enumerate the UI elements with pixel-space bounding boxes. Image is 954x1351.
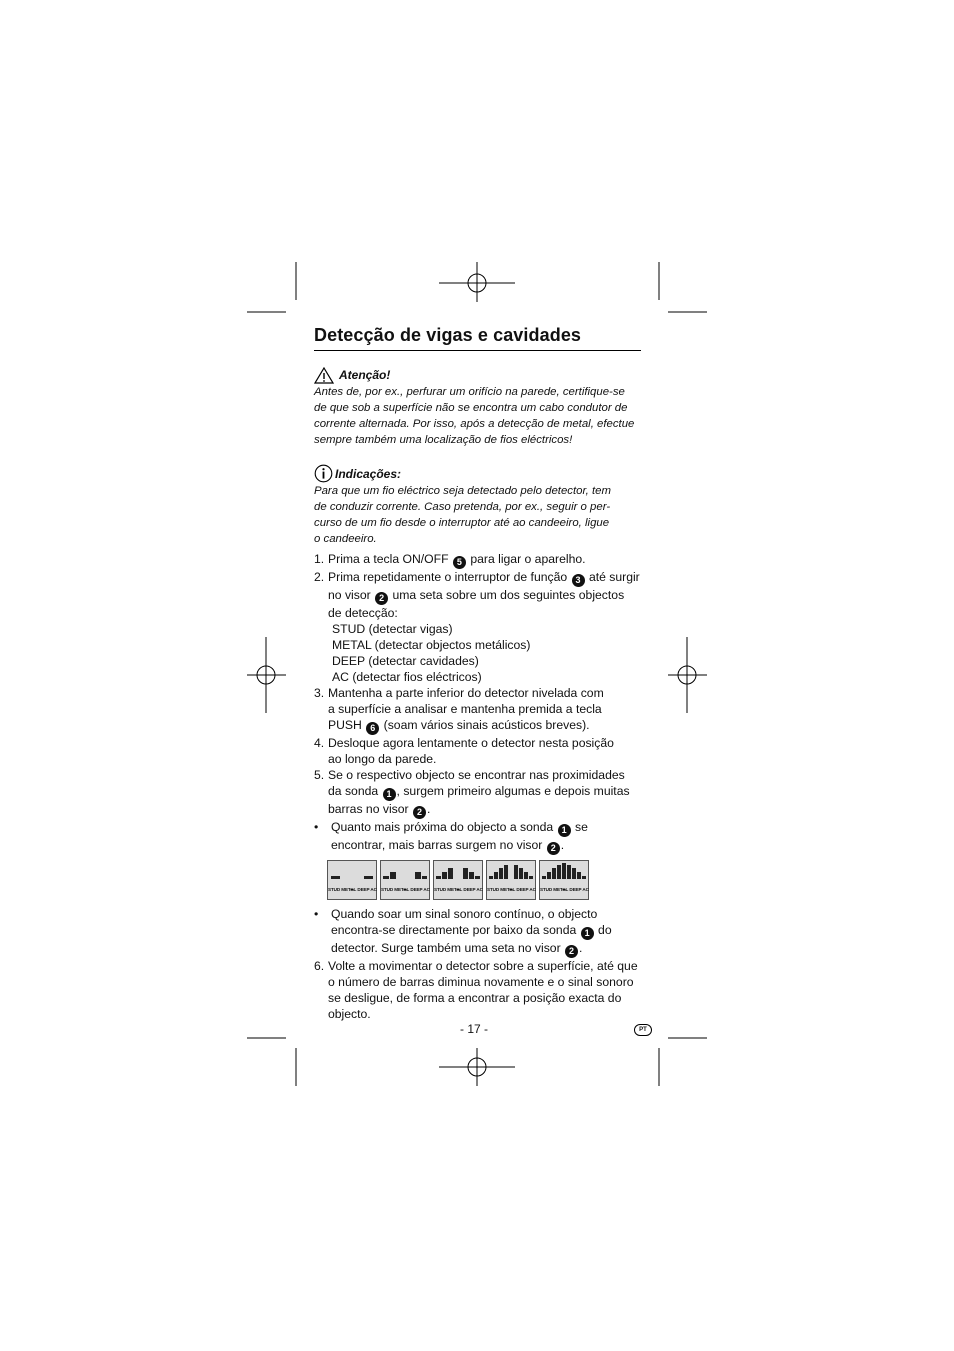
step-text: ao longo da parede. xyxy=(328,752,437,766)
display-panel-4 xyxy=(486,860,536,900)
warning-line: sempre também uma localização de fios eléctricos! xyxy=(314,434,573,446)
display-mode-label: STUD METAL DEEP AC xyxy=(540,887,589,892)
step-text: Volte a movimentar o detector sobre a superfície, até que xyxy=(328,959,638,973)
mode-list xyxy=(328,621,641,685)
step-text: o número de barras diminua novamente e o sinal sonoro xyxy=(328,975,634,989)
step-text: barras no visor xyxy=(328,802,409,816)
warning-heading xyxy=(314,366,641,384)
mode-item: STUD (detectar vigas) xyxy=(332,622,453,636)
page-title: Detecção de vigas e cavidades xyxy=(314,324,641,351)
step-text: detector. Surge também uma seta no visor xyxy=(331,941,561,955)
step-text: Prima a tecla ON/OFF xyxy=(328,552,449,566)
step-1 xyxy=(314,551,641,569)
display-panel-1 xyxy=(327,860,377,900)
ref-number: 1 xyxy=(383,788,396,801)
ref-number: 1 xyxy=(558,824,571,837)
step-text: , surgem primeiro algumas e depois muitas xyxy=(396,784,630,798)
page-content xyxy=(314,324,641,1022)
display-mode-label: STUD METAL DEEP AC xyxy=(434,887,483,892)
warning-line: Antes de, por ex., perfurar um orifício na parede, certifique-se xyxy=(314,386,625,398)
bullet-mark: • xyxy=(314,907,319,921)
bullet-mark: • xyxy=(314,820,319,834)
instruction-steps xyxy=(314,551,641,1022)
warning-line: corrente alternada. Por isso, após a detecção de metal, efectue xyxy=(314,418,635,430)
notes-label: Indicações: xyxy=(335,466,402,481)
step-text: PUSH xyxy=(328,718,362,732)
ref-number: 2 xyxy=(565,945,578,958)
step-text: Mantenha a parte inferior do detector nivelada com xyxy=(328,686,604,700)
step-text: . xyxy=(579,941,583,955)
step-number: 5. xyxy=(314,768,325,782)
step-text: do xyxy=(598,923,612,937)
step-text: uma seta sobre um dos seguintes objectos xyxy=(392,588,625,602)
notes-line: de conduzir corrente. Caso pretenda, por ex., seguir o per- xyxy=(314,501,611,513)
step-6 xyxy=(314,958,641,1022)
ref-number: 3 xyxy=(572,574,585,587)
step-text: até surgir xyxy=(588,570,640,584)
step-number: 3. xyxy=(314,686,325,700)
step-text: Desloque agora lentamente o detector nesta posição xyxy=(328,736,614,750)
warning-label: Atenção! xyxy=(339,368,391,382)
step-text: . xyxy=(427,802,431,816)
display-panel-3 xyxy=(433,860,483,900)
notes-line: Para que um fio eléctrico seja detectado pelo detector, tem xyxy=(314,485,611,497)
notes-heading xyxy=(314,464,641,483)
mode-item: AC (detectar fios eléctricos) xyxy=(332,670,482,684)
warning-triangle-icon xyxy=(314,367,334,384)
page-number: - 17 - xyxy=(460,1022,489,1036)
ref-number: 2 xyxy=(547,842,560,855)
step-text: . xyxy=(560,838,565,852)
display-panel-2 xyxy=(380,860,430,900)
bullet-2 xyxy=(314,906,641,958)
step-text: (soam vários sinais acústicos breves). xyxy=(383,718,590,732)
warning-text xyxy=(314,384,641,448)
step-text: encontrar, mais barras surgem no visor xyxy=(331,838,543,852)
step-number: 1. xyxy=(314,552,325,566)
step-text: Prima repetidamente o interruptor de função xyxy=(328,570,568,584)
ref-number: 2 xyxy=(413,806,426,819)
display-mode-label: STUD METAL DEEP AC xyxy=(328,887,377,892)
step-number: 4. xyxy=(314,736,325,750)
step-text: Se o respectivo objecto se encontrar nas proximidades xyxy=(328,768,625,782)
step-text: se desligue, de forma a encontrar a posição exacta do xyxy=(328,991,622,1005)
mode-item: METAL (detectar objectos metálicos) xyxy=(332,638,531,652)
step-number: 2. xyxy=(314,570,325,584)
language-badge: PT xyxy=(634,1024,652,1036)
step-text: no visor xyxy=(328,588,371,602)
step-text: para ligar o aparelho. xyxy=(470,552,586,566)
warning-line: de que sob a superfície não se encontra um cabo condutor de xyxy=(314,402,628,414)
step-text: Quanto mais próxima do objecto a sonda xyxy=(331,820,554,834)
ref-number: 2 xyxy=(375,592,388,605)
step-number: 6. xyxy=(314,959,325,973)
step-text: a superfície a analisar e mantenha premida a tecla xyxy=(328,702,602,716)
notes-line: curso de um fio desde o interruptor até ao candeeiro, ligue xyxy=(314,517,610,529)
step-text: de detecção: xyxy=(328,606,398,620)
ref-number: 1 xyxy=(581,927,594,940)
notes-line: o candeeiro. xyxy=(314,533,377,545)
step-5 xyxy=(314,767,641,819)
display-panel-5 xyxy=(539,860,589,900)
display-mode-label: STUD METAL DEEP AC xyxy=(487,887,536,892)
step-text: encontra-se directamente por baixo da sonda xyxy=(331,923,577,937)
step-3 xyxy=(314,685,641,735)
step-2 xyxy=(314,569,641,685)
step-text: da sonda xyxy=(328,784,379,798)
step-text: Quando soar um sinal sonoro contínuo, o objecto xyxy=(331,907,598,921)
page-footer xyxy=(0,1022,954,1038)
step-text: objecto. xyxy=(328,1007,371,1021)
mode-item: DEEP (detectar cavidades) xyxy=(332,654,479,668)
info-circle-icon xyxy=(314,464,333,483)
display-bar-sequence xyxy=(327,860,641,900)
ref-number: 5 xyxy=(453,556,466,569)
ref-number: 6 xyxy=(366,722,379,735)
step-text: se xyxy=(575,820,588,834)
step-4 xyxy=(314,735,641,767)
display-mode-label: STUD METAL DEEP AC xyxy=(381,887,430,892)
notes-text xyxy=(314,483,641,547)
bullet-1 xyxy=(314,819,641,855)
